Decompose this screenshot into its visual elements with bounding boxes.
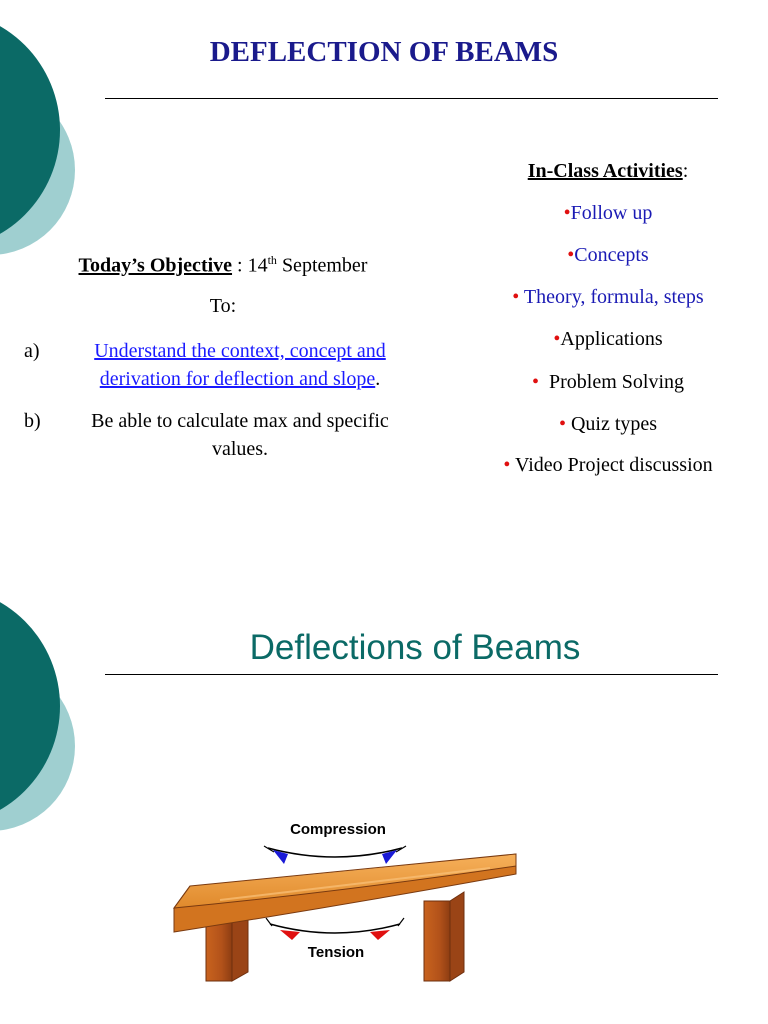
objective-item-a <box>24 337 424 397</box>
bullet-icon: • <box>563 202 571 224</box>
decorative-circles <box>0 576 80 876</box>
activity-text: Theory, formula, steps <box>519 286 704 308</box>
activity-text: Quiz types <box>565 413 658 435</box>
activity-text: Follow up <box>570 202 653 224</box>
activity-item <box>468 454 748 477</box>
objective-link[interactable]: Understand the context, concept and derivation for deflection and slope <box>94 340 386 390</box>
objective-item-label: b) <box>24 410 41 432</box>
activity-item <box>468 286 748 309</box>
objective-to: To: <box>209 295 237 317</box>
beam <box>174 854 516 932</box>
activity-item <box>468 328 748 351</box>
beam-bending-diagram <box>160 806 530 986</box>
activity-text: Problem Solving <box>539 371 685 393</box>
objective-date-suffix: September <box>276 254 368 277</box>
compression-label: Compression <box>290 821 386 838</box>
objective-item-b <box>24 407 424 467</box>
activity-item <box>468 244 748 267</box>
right-support <box>424 892 464 981</box>
title-divider <box>105 674 718 675</box>
objective-date-prefix: : 14 <box>232 254 268 277</box>
activity-item <box>468 371 748 394</box>
activities-heading <box>468 160 748 183</box>
compression-arrow <box>264 846 406 864</box>
objective-label: Today’s Objective <box>78 254 233 277</box>
objective-heading <box>28 253 418 278</box>
bullet-icon: • <box>558 413 566 435</box>
slide-title: DEFLECTION OF BEAMS <box>209 36 559 68</box>
activity-item <box>468 202 748 225</box>
bullet-icon: • <box>512 286 520 308</box>
objective-date-sup: th <box>267 253 277 267</box>
tension-label: Tension <box>307 944 365 961</box>
bullet-icon: • <box>553 328 561 350</box>
activity-item <box>468 413 748 436</box>
slide-2 <box>0 576 768 1024</box>
bullet-icon: • <box>503 454 511 476</box>
bullet-icon: • <box>567 244 575 266</box>
activity-text: Concepts <box>574 244 649 266</box>
activities-heading-label: In-Class Activities <box>527 160 683 182</box>
slide-title: Deflections of Beams <box>249 628 581 667</box>
objective-item-text: Be able to calculate max and specific values. <box>91 410 389 460</box>
tension-arrow <box>266 918 404 940</box>
activity-text: Applications <box>560 328 663 350</box>
objective-item-label: a) <box>24 340 40 362</box>
objective-link-tail: . <box>375 368 381 390</box>
activities-heading-colon: : <box>682 160 689 182</box>
bullet-icon: • <box>531 371 539 393</box>
activity-text: Video Project discussion <box>510 454 713 476</box>
title-divider <box>105 98 718 99</box>
